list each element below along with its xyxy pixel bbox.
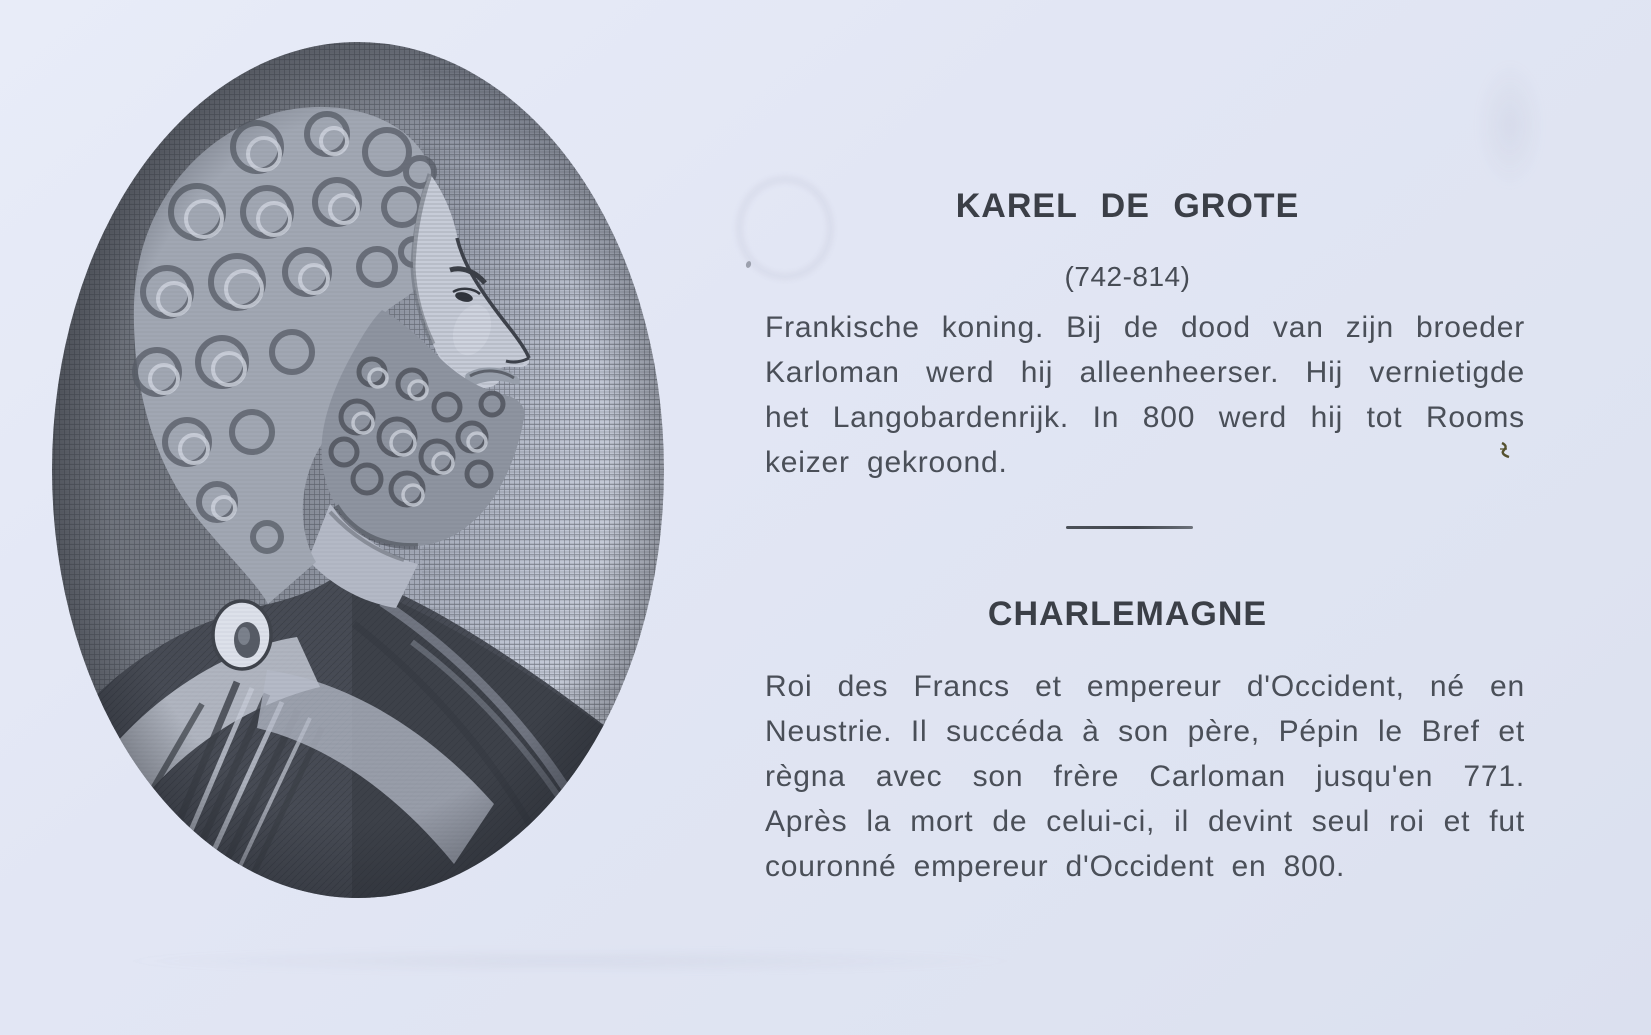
paragraph-line: het Langobardenrijk. In 800 werd hij tot Rooms [765, 401, 1525, 434]
paragraph-line: Après la mort de celui-ci, il devint seul roi et fut [765, 805, 1525, 838]
paragraph-line: Neustrie. Il succéda à son père, Pépin le Bref et [765, 715, 1525, 748]
portrait-oval [52, 42, 664, 898]
portrait-engraving [52, 42, 664, 898]
section-divider [1066, 526, 1193, 529]
life-years: (742-814) [1064, 261, 1191, 292]
paragraph-line: keizer gekroond. [765, 446, 1008, 479]
scan-smudge [1475, 60, 1545, 190]
paragraph-line: Roi des Francs et empereur d'Occident, né en [765, 670, 1525, 703]
paragraph-line: règna avec son frère Carloman jusqu'en 771. [765, 760, 1525, 793]
french-paragraph [765, 664, 1525, 889]
paragraph-line: couronné empereur d'Occident en 800. [765, 850, 1346, 883]
dutch-title: KAREL DE GROTE [955, 187, 1300, 225]
paragraph-line: Karloman werd hij alleenheerser. Hij vernietigde [765, 356, 1525, 389]
paragraph-line: Frankische koning. Bij de dood van zijn broeder [765, 311, 1525, 344]
french-title: CHARLEMAGNE [987, 595, 1268, 633]
scan-smudge [120, 948, 1020, 974]
dutch-paragraph [765, 305, 1525, 485]
